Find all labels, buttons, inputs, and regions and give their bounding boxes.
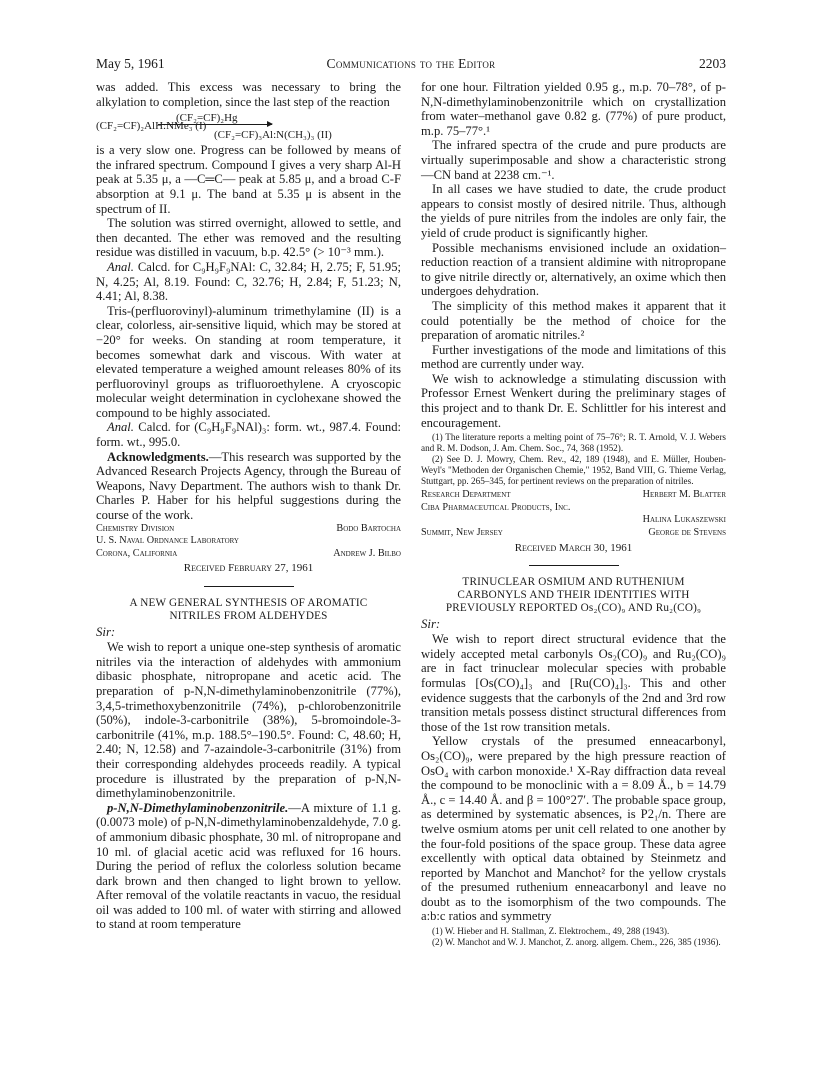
equation-reagent: (CF₂=CF)₂Hg [176,112,238,125]
affiliation: Research Department [421,489,511,501]
header-section: Communications to the Editor [326,56,496,71]
paragraph: We wish to report direct structural evidence that the widely accepted metal carbonyls Os₂(CO)₉ and Ru₂(CO)₉ are in fact trinuclear molecular species with probable formulas [Os(CO)₄]₃ and [Ru(CO)₄]₃. This and other evidence suggests that the carbonyls of the 2nd and 3rd row transition metals possess distinct structural differences from those of the 1st row transition metals. [421,632,726,734]
paragraph: The solution was stirred overnight, allowed to settle, and then decanted. The ether was removed and the resulting residue was distilled in vacuum, b.p. 42.5° (> 10⁻³ mm.). [96,216,401,260]
received-date: Received March 30, 1961 [514,541,633,554]
affiliation: Summit, New Jersey [421,527,503,539]
paragraph: for one hour. Filtration yielded 0.95 g., m.p. 70–78°, of p-N,N-dimethylaminobenzonitrile which on crystallization from water–methanol gave 0.82 g. (77%) of pure product, m.p. 75–77°.¹ [421,80,726,138]
acknowledgments-text: —This research was supported by the Advanced Research Projects Agency, through the Bureau of Weapons, Navy Department. The authors wish to thank Dr. Charles P. Haber for his helpful suggestions during the course of the work. [96,449,401,523]
equation-product: (CF₂=CF)₃Al:N(CH₃)₃ (II) [214,129,332,142]
analysis-text: Calcd. for (C₉H₉F₉NAl)₃: form. wt., 987.4. Found: form. wt., 995.0. [96,420,401,450]
article-title: TRINUCLEAR OSMIUM AND RUTHENIUM CARBONYLS AND THEIR IDENTITIES WITH PREVIOUSLY REPORTED Os₂(CO)₉ AND Ru₂(CO)₉ [445,576,702,614]
procedure-label: p-N,N-Dimethylaminobenzonitrile. [107,800,289,815]
analysis-paragraph [96,260,401,304]
footnote: (2) See D. J. Mowry, Chem. Rev., 42, 189 (1948), and E. Müller, Houben-Weyl's "Methoden der Organischen Chemie," 1952, Band VIII, G. Thieme Verlag, Stuttgart, pp. 265–345, for pertinent reviews on the preparation of nitriles. [421,454,726,487]
author-name: Andrew J. Bilbo [333,547,401,559]
footnote: (2) W. Manchot and W. J. Manchot, Z. anorg. allgem. Chem., 226, 385 (1936). [432,937,721,948]
article-title: A NEW GENERAL SYNTHESIS OF AROMATIC NITRILES FROM ALDEHYDES [129,597,368,622]
acknowledgments-paragraph [96,450,401,523]
header-date: May 5, 1961 [96,56,165,71]
author-name: Bodo Bartocha [336,522,401,534]
analysis-text: Calcd. for C₉H₉F₉NAl: C, 32.84; H, 2.75; F, 51.95; N, 4.25; Al, 8.19. Found: C, 32.76; H, 2.84; F, 51.23; N, 4.41; Al, 8.38. [96,259,401,304]
salutation: Sir: [96,624,116,639]
footnote: (1) W. Hieber and H. Stallman, Z. Elektrochem., 49, 288 (1943). [432,926,670,937]
section-divider [529,565,619,566]
analysis-label: Anal. [107,420,134,435]
salutation: Sir: [421,616,441,631]
affiliation: Chemistry Division [96,522,175,534]
right-column [421,80,726,948]
section-divider [204,586,294,587]
left-column [96,80,401,932]
affiliation: U. S. Naval Ordnance Laboratory [96,535,239,547]
author-name: Halina Lukaszewski [642,514,726,526]
received-date: Received February 27, 1961 [183,562,314,575]
footnote: (1) The literature reports a melting point of 75–76°; R. T. Arnold, V. J. Webers and R. M. Dodson, J. Am. Chem. Soc., 74, 368 (1952). [421,432,726,454]
author-name: George de Stevens [648,527,726,539]
author-block [421,489,726,539]
paragraph: In all cases we have studied to date, the crude product appears to consist mostly of desired nitrile. Thus, although the yields of pure nitriles from the indoles are only fair, the yield of crude product is significantly higher. [421,182,726,240]
intro-paragraph: was added. This excess was necessary to bring the alkylation to completion, since the last step of the reaction [96,80,401,109]
author-name: Herbert M. Blatter [642,489,726,501]
procedure-paragraph [96,801,401,932]
affiliation: Ciba Pharmaceutical Products, Inc. [421,501,571,513]
running-header [96,56,726,76]
affiliation: Corona, California [96,547,178,559]
analysis-label: Anal. [107,259,134,274]
author-block [96,523,401,561]
paragraph: Yellow crystals of the presumed enneacarbonyl, Os₂(CO)₉, were prepared by the high pressure reaction of OsO₄ with carbon monoxide.¹ X-Ray diffraction data reveal the compound to be monoclinic with a = 8.09 Å., b = 14.79 Å., c = 14.40 Å. and β = 100°27′. The probable space group, as determined by systematic absences, is P2₁/n. There are twelve osmium atoms per unit cell related to one another by the four-fold positions of the space group. These data agree excellently with optical data obtained by Steinmetz and reported by Manchot and Manchot² for the yellow crystals of the presumed ruthenium enneacarbonyl and leave no doubt as to the isomorphism of the two compounds. The a:b:c ratios and symmetry [421,734,726,924]
equation-reactant: (CF₂=CF)₂AlH:NMe₃ (I) [96,120,207,133]
paragraph: Possible mechanisms envisioned include an oxidation–reduction reaction of a transient aldimine with nitropropane to give nitrile directly or, alternatively, an oxime which then undergoes dehydration. [421,240,726,299]
header-page-number: 2203 [699,56,726,71]
paragraph: We wish to report a unique one-step synthesis of aromatic nitriles via the interaction of aldehydes with ammonium dibasic phosphate, nitropropane and acetic acid. The preparation of p-N,N-dimethylaminobenzonitrile (77%), 3,4,5-trimethoxybenzonitrile (74%), p-chlorobenzonitrile (50%), indole-3-carbonitrile (38%), 5-bromoindole-3-carbonitrile (41%, m.p. 188.5°–190.5°. Found: C, 48.60; H, 2.40; N, 12.58) and 7-azaindole-3-carbonitrile (31%) from their corresponding aldehydes proceeds readily. A typical procedure is illustrated by the preparation of p-N,N-dimethylaminobenzonitrile. [96,640,401,801]
paragraph: Tris-(perfluorovinyl)-aluminum trimethylamine (II) is a clear, colorless, air-sensitive liquid, which may be stored at −20° for weeks. On standing at room temperature, it becomes somewhat dark and viscous. With water at elevated temperature a weighed amount releases 80% of its perfluorovinyl groups as trifluoroethylene. A cryoscopic molecular weight determination in cyclohexane showed the compound to be highly associated. [96,303,401,420]
reaction-arrow [158,124,272,125]
procedure-text: —A mixture of 1.1 g. (0.0073 mole) of p-N,N-dimethylaminobenzaldehyde, 7.0 g. of ammonium dibasic phosphate, 30 ml. of nitropropane and 10 ml. of glacial acetic acid was refluxed for 16 hours. During the period of reflux the colorless solution became dark brown and then changed to light brown to yellow. After removal of the volatile reactants in vacuo, the residual oil was added to 100 ml. of water with stirring and allowed to stand at room temperature [96,800,401,932]
paragraph: Further investigations of the mode and limitations of this method are currently under way. [421,342,726,372]
paragraph: We wish to acknowledge a stimulating discussion with Professor Ernest Wenkert during the preliminary stages of this project and to thank Dr. E. Schlittler for his interest and encouragement. [421,371,726,430]
paragraph: is a very slow one. Progress can be followed by means of the infrared spectrum. Compound I gives a very sharp Al-H peak at 5.35 μ, a —C═C— peak at 5.85 μ, and a broad C-F absorption at 9.1 μ. The band at 5.35 μ is absent in the spectrum of II. [96,143,401,216]
paragraph: The infrared spectra of the crude and pure products are virtually superimposable and show a characteristic strong —CN band at 2238 cm.⁻¹. [421,138,726,182]
analysis-paragraph [96,420,401,449]
paragraph: The simplicity of this method makes it apparent that it could potentially be the method of choice for the preparation of aromatic nitriles.² [421,298,726,343]
acknowledgments-label: Acknowledgments. [107,449,209,464]
reaction-equation [96,111,401,141]
